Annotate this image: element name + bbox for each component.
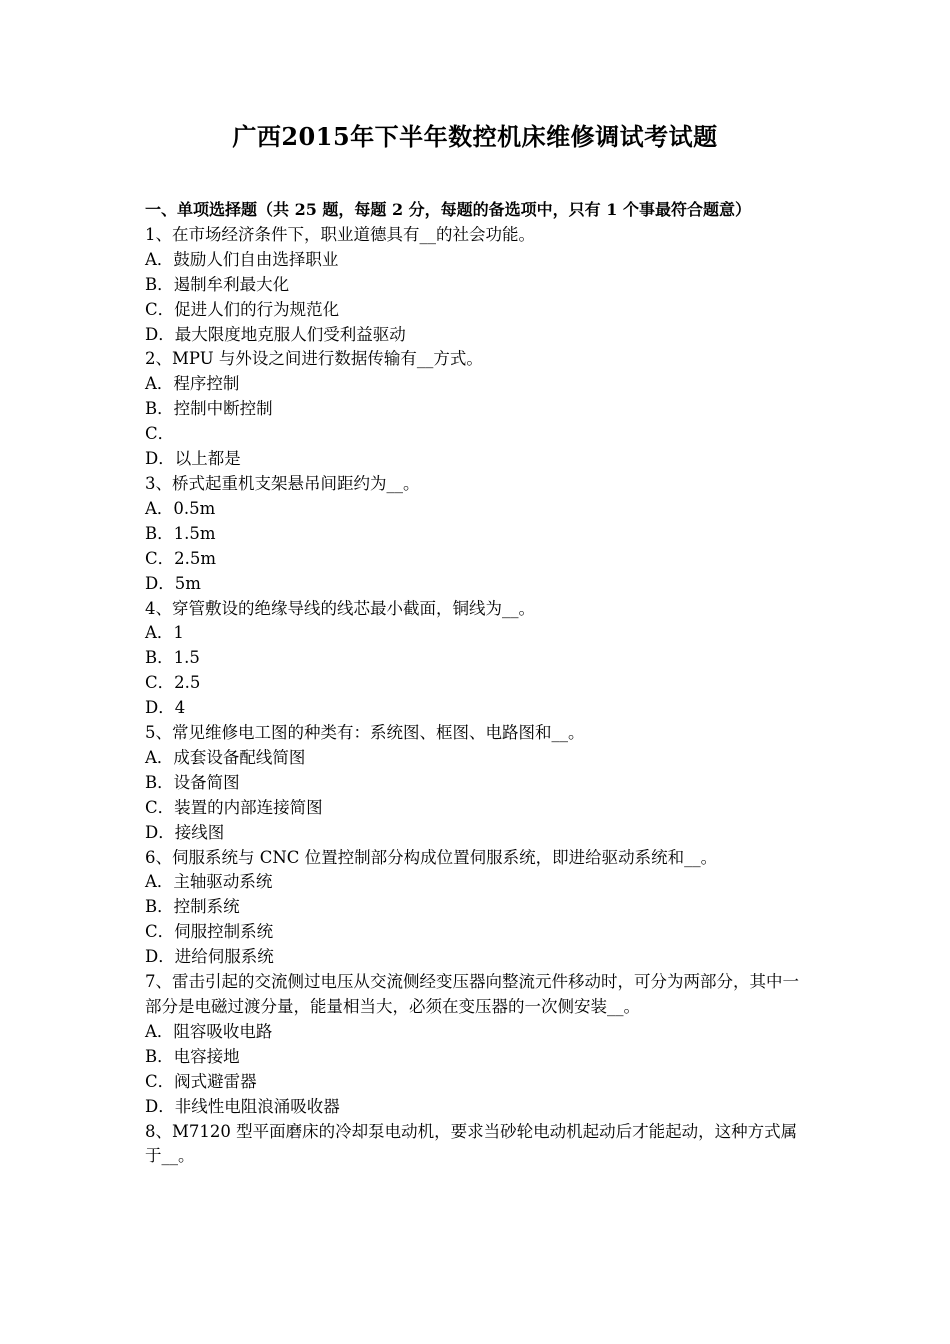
answer-option: B．控制中断控制 (145, 399, 273, 419)
question-text: 6、伺服系统与 CNC 位置控制部分构成位置伺服系统，即进给驱动系统和__。 (145, 847, 718, 867)
question-text: 3、桥式起重机支架悬吊间距约为__。 (145, 473, 420, 493)
answer-option: C．伺服控制系统 (145, 922, 274, 942)
answer-option: A．阻容吸收电路 (145, 1021, 273, 1041)
answer-option: B．设备简图 (145, 772, 240, 792)
answer-option: A．0.5m (145, 498, 216, 518)
answer-option: A．成套设备配线简图 (145, 747, 306, 767)
question-text: 1、在市场经济条件下，职业道德具有__的社会功能。 (145, 224, 535, 244)
question-block (145, 472, 807, 597)
answer-option: D．非线性电阻浪涌吸收器 (145, 1096, 340, 1116)
question-text: 4、穿管敷设的绝缘导线的线芯最小截面，铜线为__。 (145, 598, 535, 618)
answer-option: B．1.5 (145, 648, 200, 668)
question-text: 5、常见维修电工图的种类有：系统图、框图、电路图和__。 (145, 723, 585, 743)
answer-option: D．4 (145, 698, 186, 718)
answer-option: A．程序控制 (145, 374, 240, 394)
question-list (145, 223, 807, 1169)
answer-option: C．促进人们的行为规范化 (145, 299, 340, 319)
answer-option: C．阀式避雷器 (145, 1071, 257, 1091)
document-title: 广西2015年下半年数控机床维修调试考试题 (232, 122, 718, 151)
answer-option: A．1 (145, 623, 184, 643)
answer-option: C．2.5 (145, 673, 201, 693)
question-block (145, 721, 807, 846)
answer-option: D．以上都是 (145, 449, 241, 469)
question-block (145, 970, 807, 1119)
answer-option: D．接线图 (145, 822, 225, 842)
question-text: 2、MPU 与外设之间进行数据传输有__方式。 (145, 349, 483, 369)
answer-option: B．控制系统 (145, 897, 240, 917)
answer-option: D．进给伺服系统 (145, 947, 274, 967)
answer-option: D．5m (145, 573, 201, 593)
question-text: 8、M7120 型平面磨床的冷却泵电动机，要求当砂轮电动机起动后才能起动，这种方式属于__。 (145, 1121, 798, 1166)
answer-option: A．鼓励人们自由选择职业 (145, 249, 339, 269)
answer-option: C． (145, 424, 175, 444)
question-block (145, 1120, 807, 1170)
section-heading: 一、单项选择题（共 25 题，每题 2 分，每题的备选项中，只有 1 个事最符合题意） (145, 200, 751, 219)
question-block (145, 223, 807, 348)
question-text: 7、雷击引起的交流侧过电压从交流侧经变压器向整流元件移动时，可分为两部分，其中一部分是电磁过渡分量，能量相当大，必须在变压器的一次侧安装__。 (145, 972, 799, 1016)
question-block (145, 347, 807, 472)
answer-option: A．主轴驱动系统 (145, 872, 273, 892)
answer-option: B．遏制牟利最大化 (145, 274, 290, 294)
answer-option: C．2.5m (145, 548, 217, 568)
document-body (145, 198, 807, 1169)
question-block (145, 846, 807, 971)
answer-option: B．1.5m (145, 523, 216, 543)
answer-option: C．装置的内部连接简图 (145, 797, 323, 817)
answer-option: B．电容接地 (145, 1046, 240, 1066)
answer-option: D．最大限度地克服人们受利益驱动 (145, 324, 406, 344)
question-block (145, 597, 807, 722)
